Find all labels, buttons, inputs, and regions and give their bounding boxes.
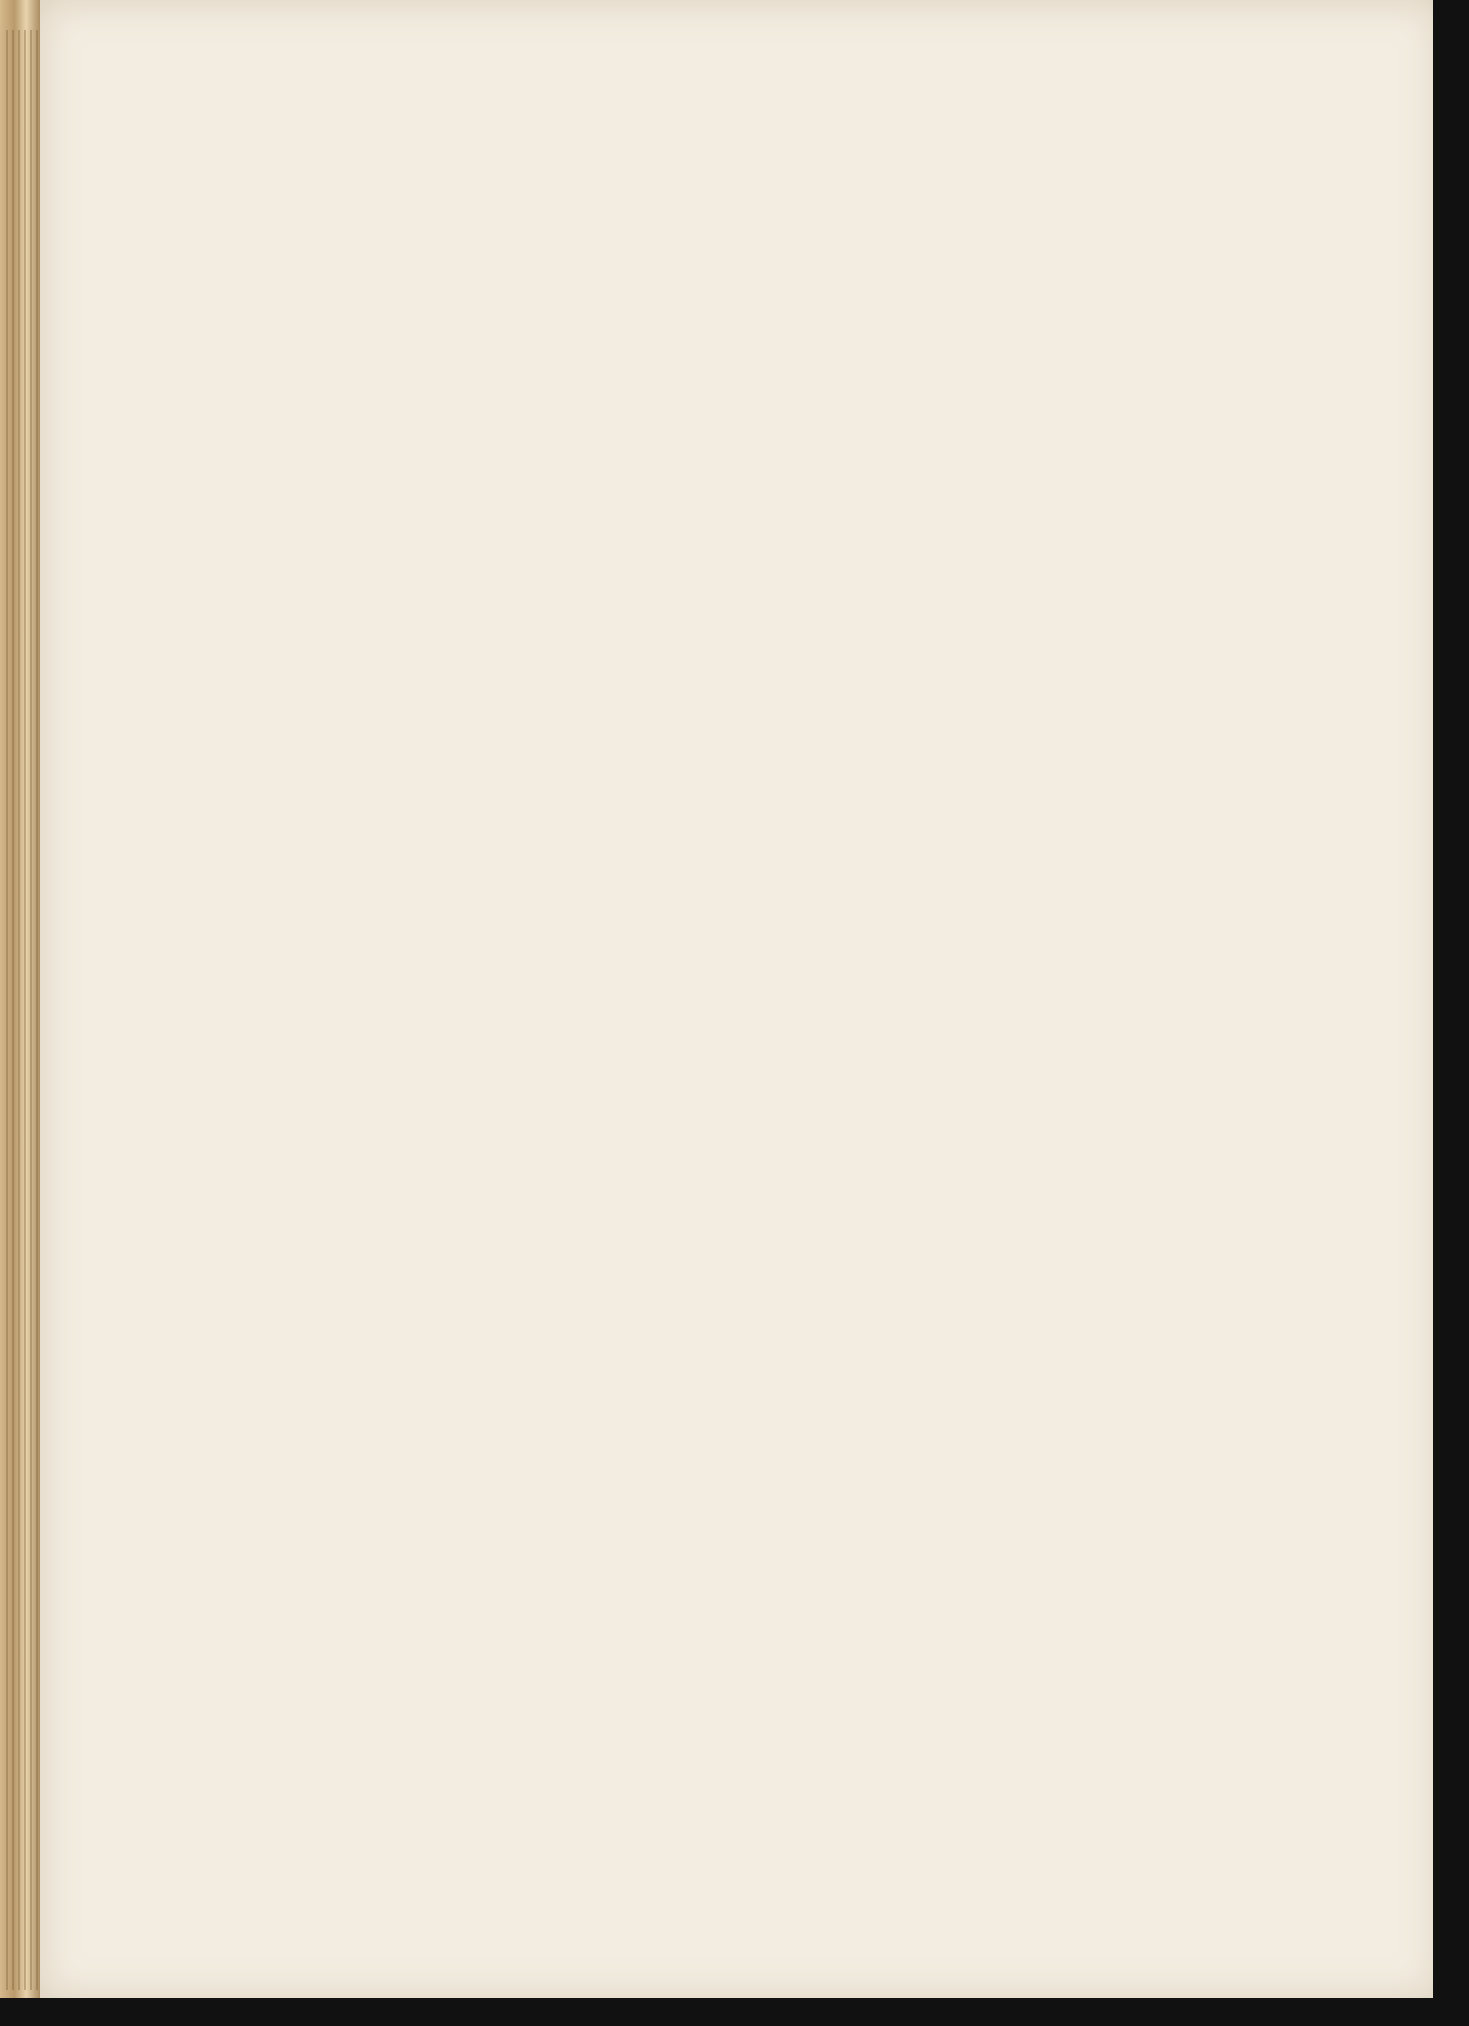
top-text-block	[196, 220, 1356, 1028]
page-number	[156, 1585, 196, 1715]
scan-edge-right	[1433, 0, 1469, 2026]
scan-edge-bottom	[0, 1998, 1469, 2026]
bottom-text-block	[320, 1060, 1360, 1880]
running-footer	[158, 230, 202, 930]
